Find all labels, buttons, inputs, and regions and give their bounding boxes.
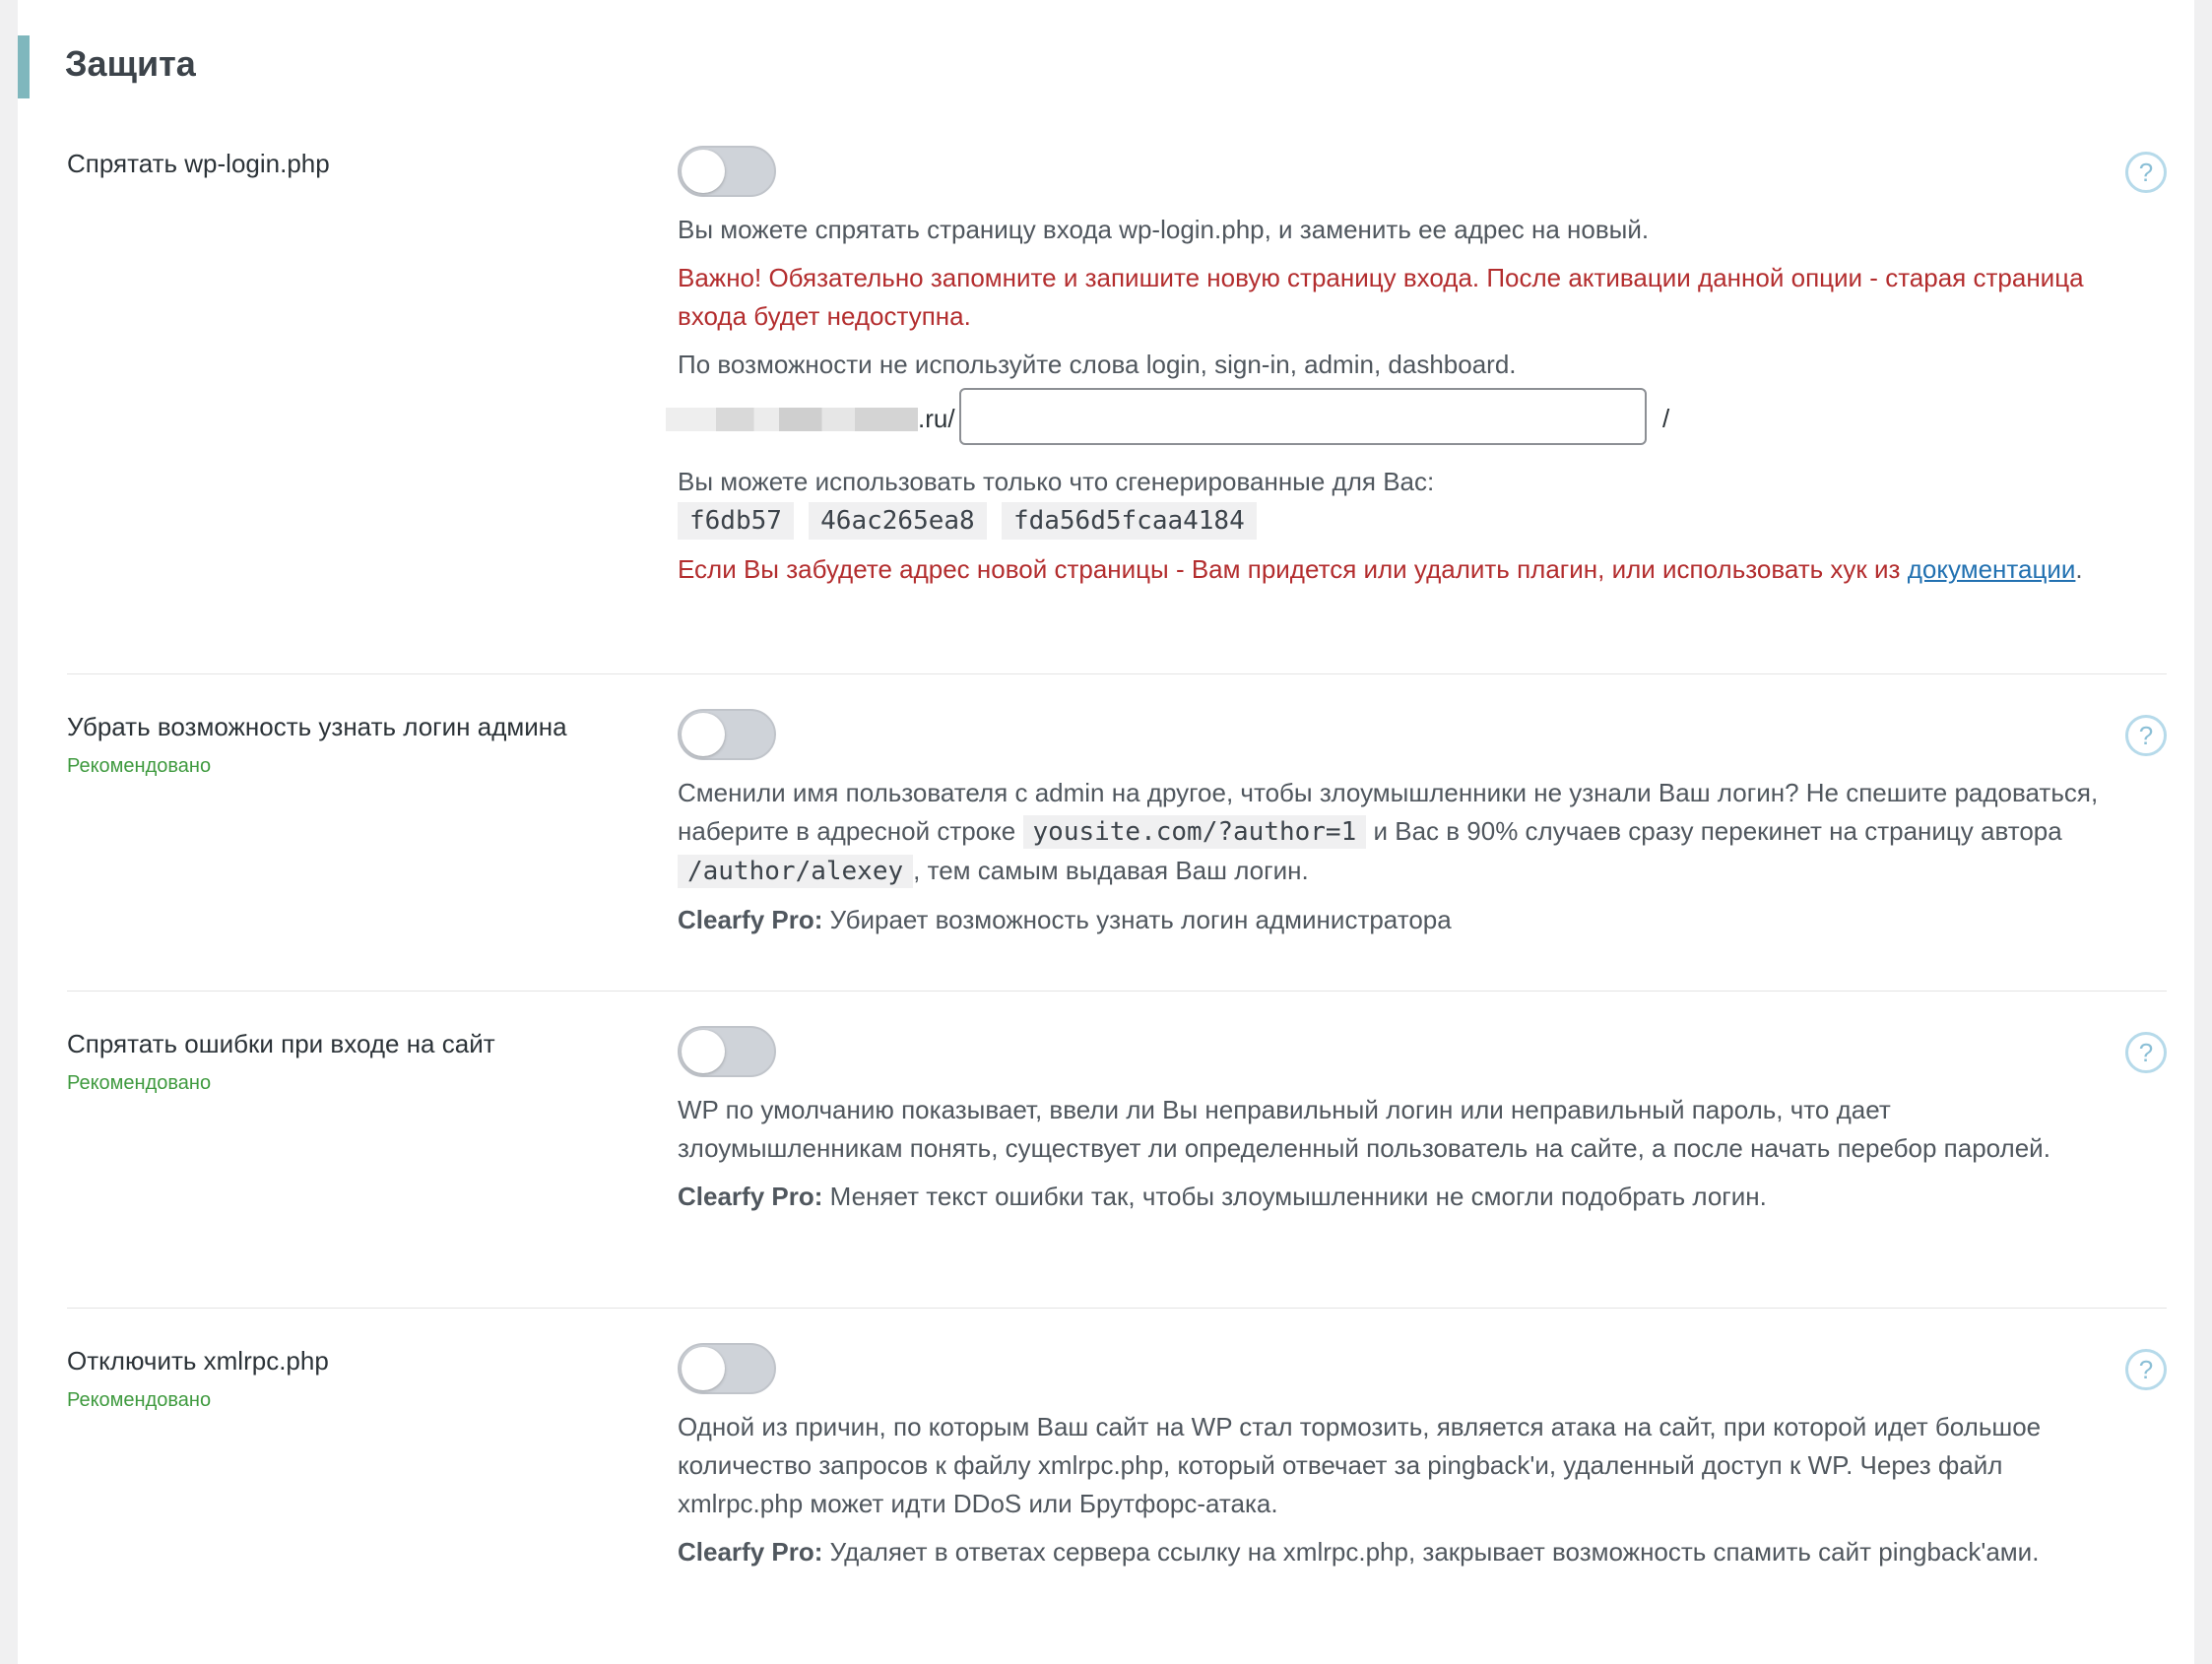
forget-warning-text: Если Вы забудете адрес новой страницы - Вам придется или удалить плагин, или использовать хук из — [678, 554, 1901, 584]
documentation-link[interactable]: документации — [1907, 554, 2076, 584]
generated-code[interactable]: 46ac265ea8 — [809, 502, 987, 540]
option-label: Убрать возможность узнать логин админа — [67, 712, 567, 741]
pro-label: Clearfy Pro: — [678, 1182, 823, 1211]
recommended-badge: Рекомендовано — [67, 755, 212, 777]
code-snippet: /author/alexey — [678, 855, 913, 888]
domain-suffix: .ru/ — [918, 404, 955, 433]
generated-code[interactable]: f6db57 — [678, 502, 794, 540]
period: . — [2075, 554, 2083, 584]
section-title: Защита — [65, 43, 196, 84]
new-login-url-input[interactable] — [959, 388, 1647, 445]
generated-code[interactable]: fda56d5fcaa4184 — [1002, 502, 1257, 540]
description-text — [678, 774, 2115, 891]
question-circle-icon[interactable]: ? — [2125, 1032, 2167, 1073]
settings-panel — [18, 0, 2194, 1664]
hide-admin-login-toggle[interactable] — [678, 709, 776, 760]
question-circle-icon[interactable]: ? — [2125, 152, 2167, 193]
toggle-knob — [682, 1347, 725, 1390]
toggle-knob — [682, 150, 725, 193]
pro-note — [678, 901, 2115, 939]
disable-xmlrpc-toggle[interactable] — [678, 1343, 776, 1394]
pro-label: Clearfy Pro: — [678, 905, 823, 934]
option-label: Спрятать wp-login.php — [67, 149, 330, 178]
toggle-knob — [682, 1030, 725, 1073]
description-text: Одной из причин, по которым Ваш сайт на WP стал тормозить, является атака на сайт, при которой идет большое количество запросов к файлу xmlrpc.php, который отвечает за pingback'и, удаленный доступ к WP. Через файл xmlrpc.php может идти DDoS или Брутфорс-атака. — [678, 1412, 2042, 1518]
generated-intro: Вы можете использовать только что сгенерированные для Вас: — [678, 467, 1435, 496]
login-url-row — [678, 394, 2115, 453]
code-snippet: yousite.com/?author=1 — [1023, 815, 1367, 849]
option-label: Спрятать ошибки при входе на сайт — [67, 1029, 495, 1058]
hide-login-errors-toggle[interactable] — [678, 1026, 776, 1077]
option-row-disable-xmlrpc — [67, 1343, 2167, 1638]
option-row-hide-login — [67, 146, 2167, 638]
recommended-badge: Рекомендовано — [67, 1389, 212, 1411]
option-description — [678, 1091, 2115, 1226]
pro-text: Удаляет в ответах сервера ссылку на xmlrpc.php, закрывает возможность спамить сайт pingback'ами. — [829, 1537, 2040, 1567]
question-circle-icon[interactable]: ? — [2125, 1349, 2167, 1390]
pro-note — [678, 1178, 2115, 1216]
description-part: , тем самым выдавая Ваш логин. — [913, 856, 1309, 885]
pro-text: Убирает возможность узнать логин администратора — [829, 905, 1452, 934]
trailing-slash: / — [1662, 404, 1670, 433]
option-description — [678, 774, 2115, 949]
question-circle-icon[interactable]: ? — [2125, 715, 2167, 756]
recommended-badge: Рекомендовано — [67, 1072, 212, 1094]
pro-note — [678, 1533, 2115, 1571]
forget-warning — [678, 550, 2115, 589]
description-text: WP по умолчанию показывает, ввели ли Вы неправильный логин или неправильный пароль, что дает злоумышленникам понять, существует ли определенный пользователь на сайте, а после начать перебор паролей. — [678, 1095, 2050, 1163]
option-description — [678, 211, 2115, 599]
section-accent-bar — [18, 35, 30, 98]
toggle-knob — [682, 713, 725, 756]
option-row-hide-admin-login — [67, 709, 2167, 965]
hint-text: По возможности не используйте слова login, sign-in, admin, dashboard. — [678, 350, 1517, 379]
description-text: Вы можете спрятать страницу входа wp-login.php, и заменить ее адрес на новый. — [678, 215, 1650, 244]
generated-codes — [678, 501, 2115, 541]
warning-text: Важно! Обязательно запомните и запишите новую страницу входа. После активации данной опции - старая страница входа будет недоступна. — [678, 263, 2084, 331]
option-row-hide-login-errors — [67, 1026, 2167, 1282]
row-divider — [67, 1308, 2167, 1309]
option-label: Отключить xmlrpc.php — [67, 1346, 329, 1376]
description-part: и Вас в 90% случаев сразу перекинет на страницу автора — [1373, 816, 2062, 846]
pro-label: Clearfy Pro: — [678, 1537, 823, 1567]
row-divider — [67, 673, 2167, 674]
blurred-domain — [666, 408, 918, 431]
description-part: Сменили имя пользователя с admin на другое, чтобы злоумышленники не узнали Ваш логин? Не спешите радоваться, наберите в адресной строке — [678, 778, 2099, 846]
pro-text: Меняет текст ошибки так, чтобы злоумышленники не смогли подобрать логин. — [829, 1182, 1767, 1211]
row-divider — [67, 991, 2167, 992]
option-description — [678, 1408, 2115, 1581]
hide-login-toggle[interactable] — [678, 146, 776, 197]
